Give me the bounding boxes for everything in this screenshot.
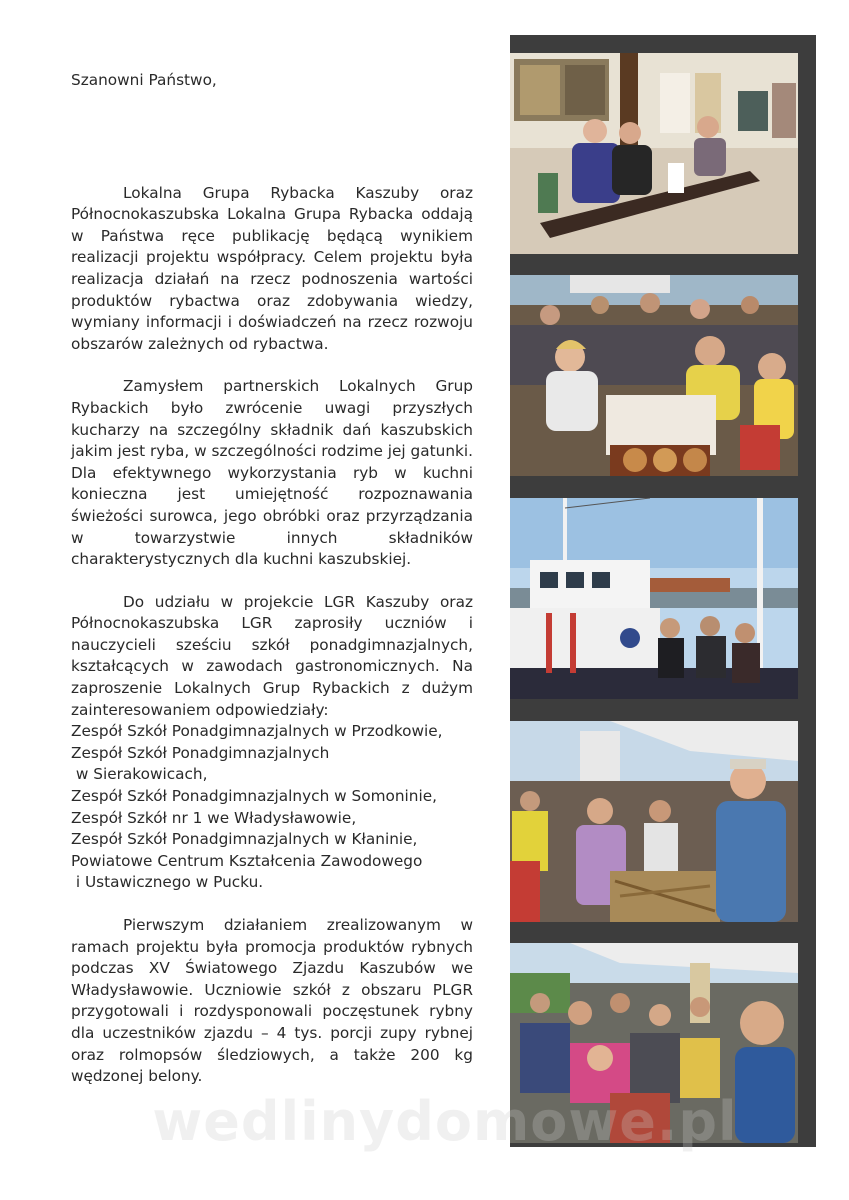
school-list-item: Zespół Szkół Ponadgimnazjalnych w Somoninie, <box>71 787 437 806</box>
photo-frame <box>510 480 816 703</box>
watermark: wedlinydomowe.pl <box>152 1090 738 1153</box>
greeting: Szanowni Państwo, <box>71 71 217 89</box>
intro-paragraph: Lokalna Grupa Rybacka Kaszuby oraz Północnokaszubska Lokalna Grupa Rybacka oddają w Państwa ręce publikację będącą wynikiem realizacji projektu współpracy. Celem projektu była realizacja działań na rzecz podnoszenia wartości produktów rybactwa oraz zdobywania wiedzy, wymiany informacji i doświadczeń na rzecz rozwoju obszarów zależnych od rybactwa. <box>71 183 473 353</box>
school-list-item: w Sierakowicach, <box>71 765 208 784</box>
photo-meeting <box>510 53 798 254</box>
photo-frame <box>510 257 816 480</box>
school-list-item: Powiatowe Centrum Kształcenia Zawodowego <box>71 851 423 870</box>
letter-body <box>71 70 473 1109</box>
school-list-item: Zespół Szkół nr 1 we Władysławowie, <box>71 808 357 827</box>
photo-column <box>510 35 816 1147</box>
photo-food-tasting <box>510 275 798 476</box>
school-list-item: i Ustawicznego w Pucku. <box>71 873 264 892</box>
photo-frame <box>510 35 816 258</box>
school-list <box>71 721 473 894</box>
photo-frame <box>510 703 816 926</box>
school-list-item: Zespół Szkół Ponadgimnazjalnych w Przodkowie, <box>71 722 443 741</box>
school-list-item: Zespół Szkół Ponadgimnazjalnych <box>71 743 330 762</box>
participants-paragraph: Do udziału w projekcie LGR Kaszuby oraz Północnokaszubska LGR zaprosiły uczniów i nauczycieli sześciu szkół ponadgimnazjalnych, kształcących w zawodach gastronomicznych. Na zaproszenie Lokalnych Grup Rybackich z dużym zainteresowaniem odpowiedziały: <box>71 592 473 719</box>
photo-fish-stand <box>510 721 798 922</box>
photo-fishing-boat <box>510 498 798 699</box>
closing-paragraph: Pierwszym działaniem zrealizowanym w ramach projektu była promocja produktów rybnych podczas XV Światowego Zjazdu Kaszubów we Władysławowie. Uczniowie szkół z obszaru PLGR przygotowali i rozdysponowali poczęstunek rybny dla uczestników zjazdu – 4 tys. porcji zupy rybnej oraz rolmopsów śledziowych, a także 200 kg wędzonej belony. <box>71 916 473 1086</box>
school-list-item: Zespół Szkół Ponadgimnazjalnych w Kłaninie, <box>71 830 418 849</box>
purpose-paragraph: Zamysłem partnerskich Lokalnych Grup Rybackich było zwrócenie uwagi przyszłych kucharzy na szczególny składnik dań kaszubskich jakim jest ryba, w szczególności rodzime jej gatunki. Dla efektywnego wykorzystania ryb w kuchni konieczna jest umiejętność rozpoznawania świeżości surowca, jego obróbki oraz przyrządzania w towarzystwie innych składników charakterystycznych dla kuchni kaszubskiej. <box>71 377 473 569</box>
